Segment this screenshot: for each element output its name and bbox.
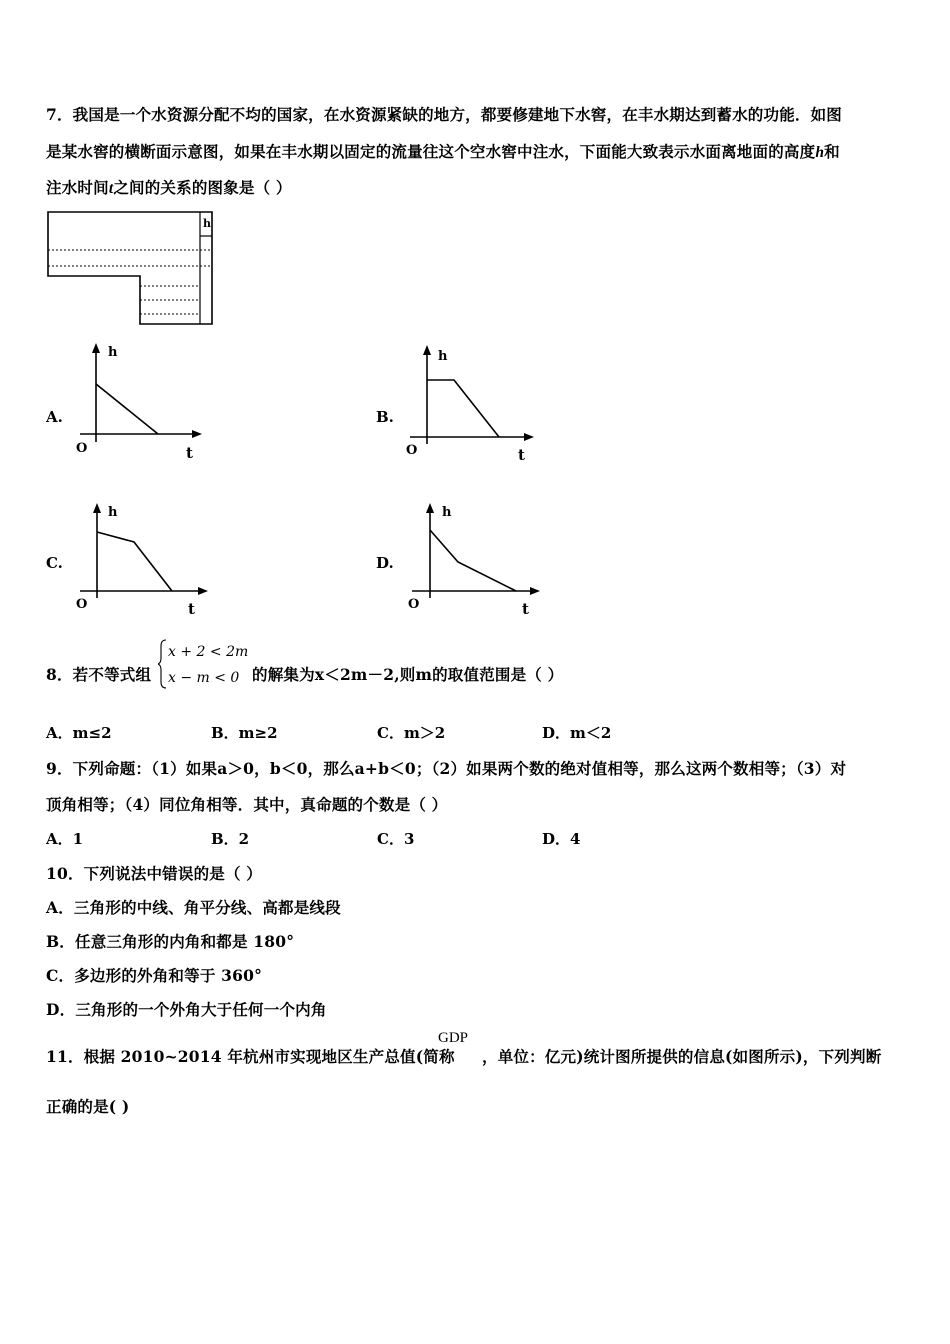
- graph-line: [97, 532, 172, 591]
- q9-stem-line2: 顶角相等；（4）同位角相等．其中，真命题的个数是（ ）: [46, 795, 448, 814]
- q10-stem: 10．下列说法中错误的是（ ）: [46, 864, 262, 883]
- arrow-right-icon: [198, 587, 208, 595]
- inequality-2: x − m < 0: [168, 670, 240, 686]
- q8-prefix: 8．若不等式组: [46, 665, 152, 684]
- q7-option-c-graph: [72, 500, 217, 622]
- q8-option-c: C．m＞2: [377, 724, 446, 742]
- svg-text:O: O: [408, 597, 420, 612]
- arrow-up-icon: [423, 345, 431, 355]
- q7-option-c-label: C.: [46, 554, 63, 572]
- arrow-right-icon: [524, 433, 534, 441]
- q11-gdp-term: GDP: [438, 1030, 469, 1046]
- q7-option-d-label: D.: [376, 554, 394, 572]
- q7-option-a-graph: [70, 340, 210, 465]
- q9-option-c: C．3: [377, 830, 415, 848]
- svg-text:t: t: [522, 600, 529, 618]
- arrow-right-icon: [530, 587, 540, 595]
- svg-text:O: O: [76, 441, 88, 456]
- q8-suffix: 的解集为x＜2m－2,则m的取值范围是（ ）: [252, 665, 564, 684]
- q10-option-c: C．多边形的外角和等于 360°: [46, 966, 263, 985]
- q11-stem-line1a: 11．根据 2010~2014 年杭州市实现地区生产总值(简称: [46, 1047, 455, 1066]
- svg-text:h: h: [108, 345, 118, 360]
- cistern-outline: [48, 212, 212, 324]
- svg-text:h: h: [438, 349, 448, 364]
- q9-option-d: D．4: [542, 830, 581, 848]
- q8-option-b: B．m≥2: [211, 724, 278, 742]
- q7-option-a-label: A.: [46, 408, 63, 426]
- arrow-right-icon: [192, 430, 202, 438]
- svg-text:O: O: [406, 443, 418, 458]
- q8-option-d: D．m＜2: [542, 724, 612, 742]
- q10-option-a: A．三角形的中线、角平分线、高都是线段: [46, 898, 341, 917]
- brace-icon: [158, 640, 166, 688]
- q9-option-b: B．2: [211, 830, 250, 848]
- arrow-up-icon: [426, 503, 434, 513]
- arrow-up-icon: [93, 503, 101, 513]
- q7-option-b-graph: [402, 342, 542, 467]
- q11-stem-line2: 正确的是( ): [46, 1097, 130, 1116]
- q7-stem-line1: 7．我国是一个水资源分配不均的国家，在水资源紧缺的地方，都要修建地下水窖，在丰水期达到蓄水的功能．如图: [46, 105, 842, 124]
- cistern-diagram: [44, 208, 219, 330]
- svg-text:t: t: [188, 600, 195, 618]
- diagram-h-label: h: [203, 217, 211, 230]
- q10-option-b: B．任意三角形的内角和都是 180°: [46, 932, 295, 951]
- q7-stem-line3: 注水时间t之间的关系的图象是（ ）: [46, 178, 292, 197]
- q9-option-a: A．1: [46, 830, 84, 848]
- arrow-up-icon: [92, 343, 100, 353]
- var-h: h: [815, 144, 825, 161]
- inequality-1: x + 2 < 2m: [168, 644, 249, 660]
- var-t: t: [108, 180, 114, 197]
- q7-option-d-graph: [404, 500, 549, 622]
- q7-option-b-label: B.: [376, 408, 394, 426]
- svg-text:t: t: [186, 444, 193, 462]
- svg-text:t: t: [518, 446, 525, 464]
- q9-stem-line1: 9．下列命题：（1）如果a＞0，b＜0，那么a+b＜0；（2）如果两个数的绝对值相等，那么这两个数相等；（3）对: [46, 759, 847, 778]
- graph-line: [430, 530, 516, 591]
- q10-option-d: D．三角形的一个外角大于任何一个内角: [46, 1000, 327, 1019]
- q11-stem-line1b: ，单位：亿元)统计图所提供的信息(如图所示)，下列判断: [482, 1047, 882, 1066]
- svg-text:h: h: [108, 505, 118, 520]
- svg-text:O: O: [76, 597, 88, 612]
- q8-option-a: A．m≤2: [46, 724, 112, 742]
- graph-line: [96, 384, 158, 434]
- q7-stem-line2: 是某水窖的横断面示意图，如果在丰水期以固定的流量往这个空水窖中注水，下面能大致表示水面离地面的高度h和: [46, 142, 840, 161]
- graph-line: [427, 380, 499, 437]
- svg-text:h: h: [442, 505, 452, 520]
- q8-inequality-system: [158, 636, 254, 692]
